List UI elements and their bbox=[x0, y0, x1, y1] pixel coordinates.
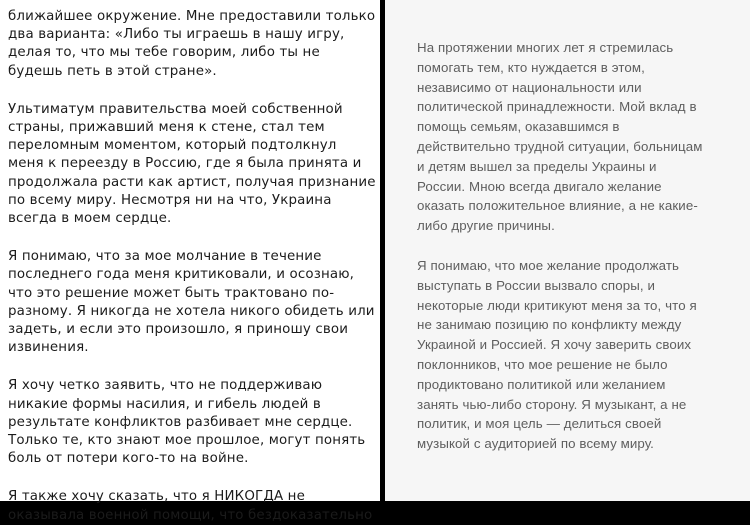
text-line: что это решение может быть трактовано по- bbox=[8, 285, 335, 301]
text-line: России. Мною всегда двигало желание bbox=[417, 178, 662, 194]
text-line: два варианта: «Либо ты играешь в нашу игру, bbox=[8, 27, 345, 43]
left-paragraph-1 bbox=[8, 8, 376, 81]
text-line: действительно трудной ситуации, больницам bbox=[417, 138, 703, 154]
text-line: На протяжении многих лет я стремилась bbox=[417, 40, 674, 55]
left-paragraph-5 bbox=[8, 488, 373, 524]
text-line: Только те, кто знают мое прошлое, могут понять bbox=[8, 433, 366, 449]
text-line: страны, прижавший меня к стене, стал тем bbox=[8, 120, 325, 136]
text-line: оказать положительное влияние, а не какие- bbox=[417, 198, 698, 214]
text-line: политической принадлежности. Мой вклад в bbox=[417, 99, 697, 115]
text-line: занять чью-либо сторону. Я музыкант, а не bbox=[417, 396, 687, 412]
text-line: Ультиматум правительства моей собственной bbox=[8, 101, 343, 117]
text-line: переломным моментом, который подтолкнул bbox=[8, 138, 337, 154]
text-line: ближайшее окружение. Мне предоставили только bbox=[8, 9, 376, 24]
text-line: Я также хочу сказать, что я НИКОГДА не bbox=[8, 489, 305, 505]
text-line: меня к переезду в Россию, где я была принята и bbox=[8, 156, 362, 172]
text-line: оказывала военной помощи, что бездоказательно bbox=[8, 507, 373, 523]
text-line: и детям вышел за пределы Украины и bbox=[417, 158, 657, 174]
text-line: некоторые люди критикуют меня за то, что я bbox=[417, 297, 697, 313]
left-paragraph-3 bbox=[8, 248, 375, 357]
text-line: всегда в моем сердце. bbox=[8, 211, 172, 227]
text-line: политик, и моя цель — делиться своей bbox=[417, 416, 662, 432]
text-line: Я понимаю, что мое желание продолжать bbox=[417, 257, 680, 273]
text-line: боль от потери кого-то на войне. bbox=[8, 451, 249, 467]
text-line: поклонников, что мое решение не было bbox=[417, 356, 668, 372]
right-text-panel bbox=[385, 0, 750, 501]
text-line: будешь петь в этой стране». bbox=[8, 63, 217, 79]
text-line: по всему миру. Несмотря ни на что, Украина bbox=[8, 192, 332, 208]
text-line: последнего года меня критиковали, и осознаю, bbox=[8, 267, 355, 283]
text-line: извинения. bbox=[8, 340, 89, 356]
text-line: не занимаю позицию по конфликту между bbox=[417, 317, 682, 333]
text-line: никакие формы насилия, и гибель людей в bbox=[8, 396, 321, 412]
right-paragraph-2 bbox=[417, 256, 740, 454]
text-line: Я хочу четко заявить, что не поддерживаю bbox=[8, 378, 323, 394]
left-paragraph-2 bbox=[8, 101, 376, 228]
text-line: помогать тем, кто нуждается в этом, bbox=[417, 59, 645, 75]
text-line: музыкой с аудиторией по всему миру. bbox=[417, 436, 654, 452]
text-line: либо другие причины. bbox=[417, 218, 555, 234]
text-line: результате конфликтов разбивает мне сердце. bbox=[8, 414, 353, 430]
text-line: разному. Я никогда не хотела никого обидеть или bbox=[8, 303, 375, 319]
text-line: Украиной и Россией. Я хочу заверить своих bbox=[417, 337, 692, 353]
text-line: независимо от национальности или bbox=[417, 79, 642, 95]
text-line: задеть, и если это произошло, я приношу свои bbox=[8, 322, 349, 338]
text-line: продиктовано политикой или желанием bbox=[417, 376, 666, 392]
left-paragraph-4 bbox=[8, 377, 370, 468]
text-line: помощь семьям, оказавшимся в bbox=[417, 119, 620, 135]
text-line: выступать в России вызвало споры, и bbox=[417, 277, 655, 293]
text-line: делая то, что мы тебе говорим, либо ты не bbox=[8, 45, 320, 61]
right-paragraph-1 bbox=[417, 38, 740, 236]
text-line: продолжала расти как артист, получая признание bbox=[8, 174, 376, 190]
text-line: Я понимаю, что за мое молчание в течение bbox=[8, 249, 322, 265]
